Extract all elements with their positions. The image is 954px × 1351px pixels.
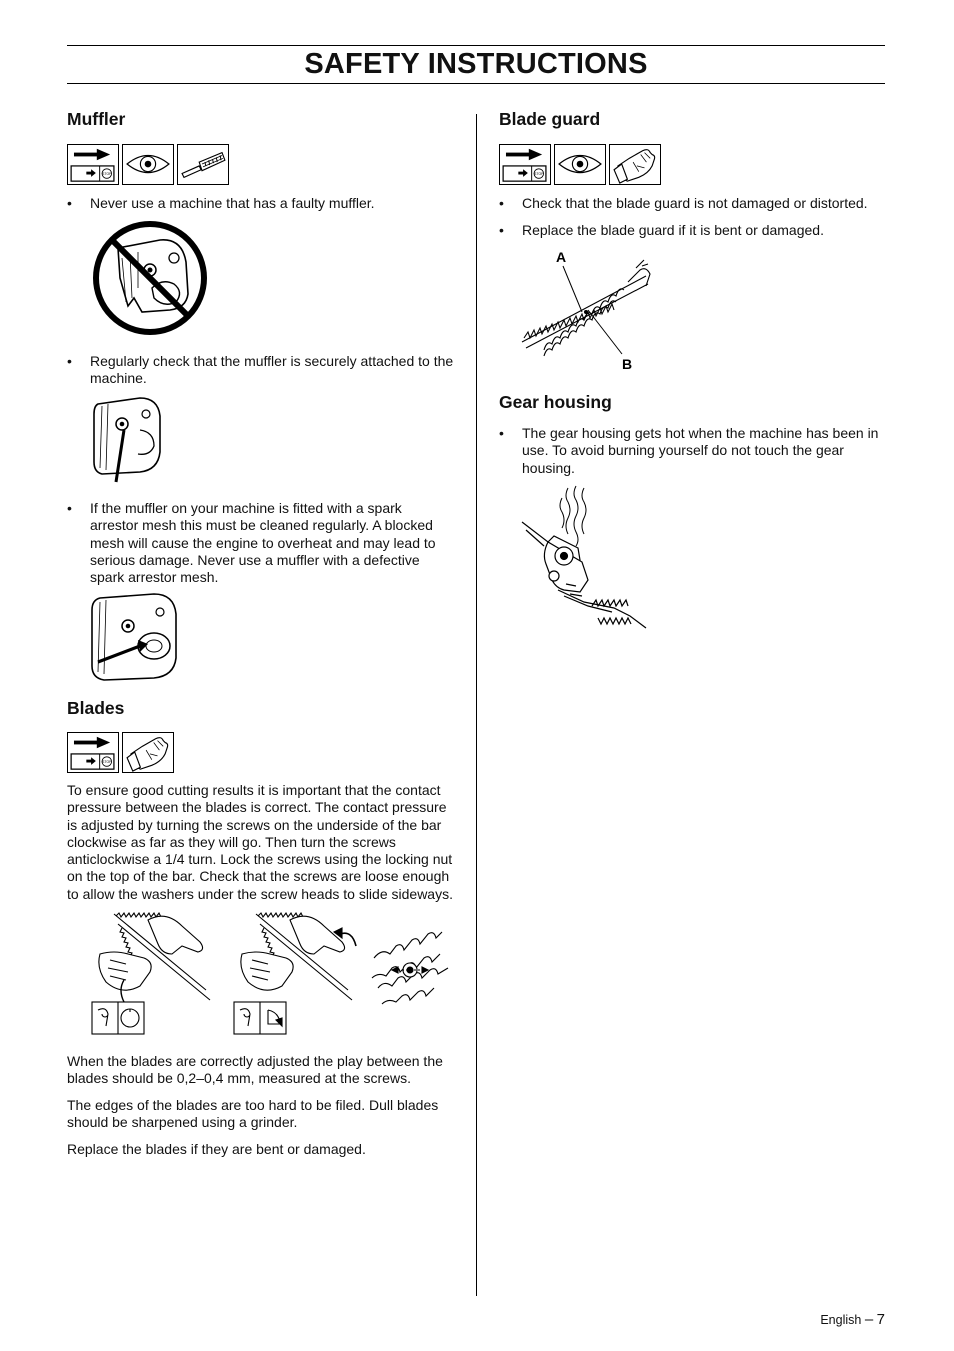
stop-engine-icon <box>499 144 551 185</box>
blades-heading: Blades <box>67 698 125 718</box>
gear-housing-heading: Gear housing <box>499 392 612 412</box>
label-a: A <box>556 249 567 265</box>
blades-icon-row <box>67 732 174 773</box>
footer-dash: – <box>864 1311 874 1328</box>
inspect-eye-icon <box>122 144 174 185</box>
blade-guard-figure <box>516 246 658 374</box>
blades-replace-text: Replace the blades if they are bent or damaged. <box>67 1141 366 1157</box>
blade-guard-icon-row <box>499 144 661 185</box>
inspect-eye-icon <box>554 144 606 185</box>
muffler-heading: Muffler <box>67 109 126 129</box>
brush-icon <box>177 144 229 185</box>
faulty-muffler-prohibited-figure <box>90 218 210 338</box>
blades-sharpen-text: The edges of the blades are too hard to be filed. Dull blades should be sharpened using a grinder. <box>67 1097 439 1131</box>
page-footer <box>820 1311 885 1328</box>
blade-adjustment-figure <box>88 910 460 1036</box>
stop-engine-icon <box>67 732 119 773</box>
protective-glove-icon <box>122 732 174 773</box>
page-title: SAFETY INSTRUCTIONS <box>304 48 648 80</box>
spark-arrestor-figure <box>88 592 180 682</box>
blades-intro-text: To ensure good cutting results it is important that the contact pressure between the blades is correct. The contact pressure is adjusted by turning the screws on the underside of the bar clockwise as far as they will go. Then turn the screws anticlockwise a 1/4 turn. Lock the screws using the locking nut on the top of the bar. Check that the screws are loose enough to allow the washers under the screw heads to slide sideways. <box>67 782 453 902</box>
blades-play-text: When the blades are correctly adjusted the play between the blades should be 0,2–0,4 mm, measured at the screws. <box>67 1053 443 1087</box>
gear-housing-hot-figure <box>518 484 650 636</box>
column-divider <box>476 114 477 1296</box>
muffler-icon-row <box>67 144 229 185</box>
footer-language: English <box>820 1313 862 1327</box>
stop-engine-icon <box>67 144 119 185</box>
page-header <box>67 45 885 84</box>
protective-glove-icon <box>609 144 661 185</box>
label-b: B <box>622 356 633 372</box>
blade-guard-heading: Blade guard <box>499 109 601 129</box>
page-number: 7 <box>876 1311 885 1328</box>
muffler-attachment-figure <box>88 396 164 484</box>
